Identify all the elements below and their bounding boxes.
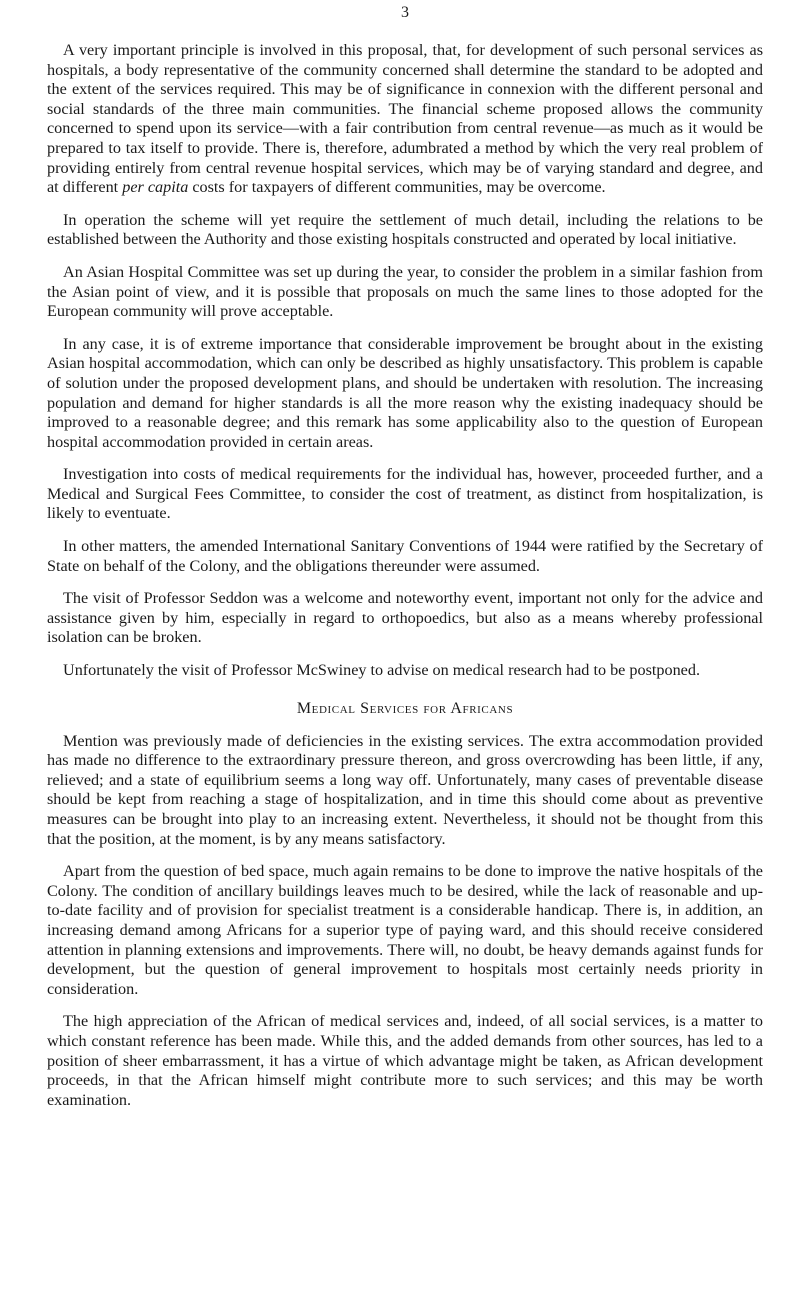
paragraph-native-hospitals: Apart from the question of bed space, much again remains to be done to improve the native hospitals of the Colony. The condition of ancillary buildings leaves much to be desired, while the lack of reasonable and up-to-date facility and of provision for specialist treatment is a considerable handicap. There is, in addition, an increasing demand among Africans for a superior type of paying ward, and this should receive considered attention in planning extensions and improvements. There will, no doubt, be heavy demands against funds for development, but the question of general improvement to hospitals most certainly needs priority in consideration. bbox=[47, 862, 763, 998]
paragraph-asian-accommodation: In any case, it is of extreme importance that considerable improvement be brought about in the existing Asian hospital accommodation, which can only be described as highly unsatisfactory. This problem is capable of solution under the proposed development plans, and should be undertaken with resolution. The increasing population and demand for higher standards is all the more reason why the existing inadequacy should be improved to a reasonable degree; and this remark has some applicability also to the question of European hospital accommodation provided in certain areas. bbox=[47, 334, 763, 451]
paragraph-scheme-detail: In operation the scheme will yet require the settlement of much detail, including the relations to be established between the Authority and those existing hospitals constructed and operated by local initiative. bbox=[47, 210, 763, 249]
section-heading: Medical Services for Africans bbox=[296, 699, 514, 717]
paragraph-professor-mcswiney: Unfortunately the visit of Professor McSwiney to advise on medical research had to be postponed. bbox=[63, 661, 701, 680]
paragraph-asian-committee: An Asian Hospital Committee was set up during the year, to consider the problem in a similar fashion from the Asian point of view, and it is possible that proposals on much the same lines to those adopted for the European community will prove acceptable. bbox=[47, 262, 763, 321]
paragraph-text: A very important principle is involved in this proposal, that, for development of such personal services as hospitals, a body representative of the community concerned shall determine the standard to be adopted and the extent of the services required. This may be of significance in connexion with the different personal and social standards of the three main communities. The financial scheme proposed allows the community concerned to spend upon its service—with a fair contribution from central revenue—as much as it would be prepared to tax itself to provide. There is, therefore, adumbrated a method by which the very real problem of providing entirely from central revenue hospital services, which may be of varying standard and degree, and at different bbox=[47, 41, 763, 197]
paragraph-professor-seddon: The visit of Professor Seddon was a welcome and noteworthy event, important not only for the advice and assistance given by him, especially in regard to orthopoedics, but also as a means whereby professional isolation can be broken. bbox=[47, 589, 763, 647]
page-number: 3 bbox=[401, 4, 409, 21]
paragraph-deficiencies: Mention was previously made of deficiencies in the existing services. The extra accommodation provided has made no difference to the extraordinary pressure thereon, and gross overcrowding has been little, if any, relieved; and a state of equilibrium seems a long way off. Unfortunately, many cases of preventable disease should be kept from reaching a stage of hospitalization, and in time this should come about as preventive measures can be brought into play to an increasing extent. Nevertheless, it should not be thought from this that the position, at the moment, is by any means satisfactory. bbox=[47, 731, 763, 848]
paragraph-hospital-principle bbox=[47, 41, 763, 198]
paragraph-fees-committee: Investigation into costs of medical requirements for the individual has, however, proceeded further, and a Medical and Surgical Fees Committee, to consider the cost of treatment, as distinct from hospitalization, is likely to eventuate. bbox=[47, 465, 763, 523]
paragraph-text-continued: costs for taxpayers of different communities, may be overcome. bbox=[188, 178, 606, 197]
document-page bbox=[47, 4, 763, 1123]
paragraph-sanitary-conventions: In other matters, the amended International Sanitary Conventions of 1944 were ratified by the Secretary of State on behalf of the Colony, and the obligations thereunder were assumed. bbox=[47, 537, 763, 575]
paragraph-african-appreciation: The high appreciation of the African of medical services and, indeed, of all social services, is a matter to which constant reference has been made. While this, and the added demands from other sources, has led to a position of sheer embarrassment, it has a virtue of which advantage might be taken, as African development proceeds, in that the African himself might contribute more to such services; and this may be worth examination. bbox=[47, 1012, 763, 1109]
italic-phrase: per capita bbox=[122, 178, 189, 197]
